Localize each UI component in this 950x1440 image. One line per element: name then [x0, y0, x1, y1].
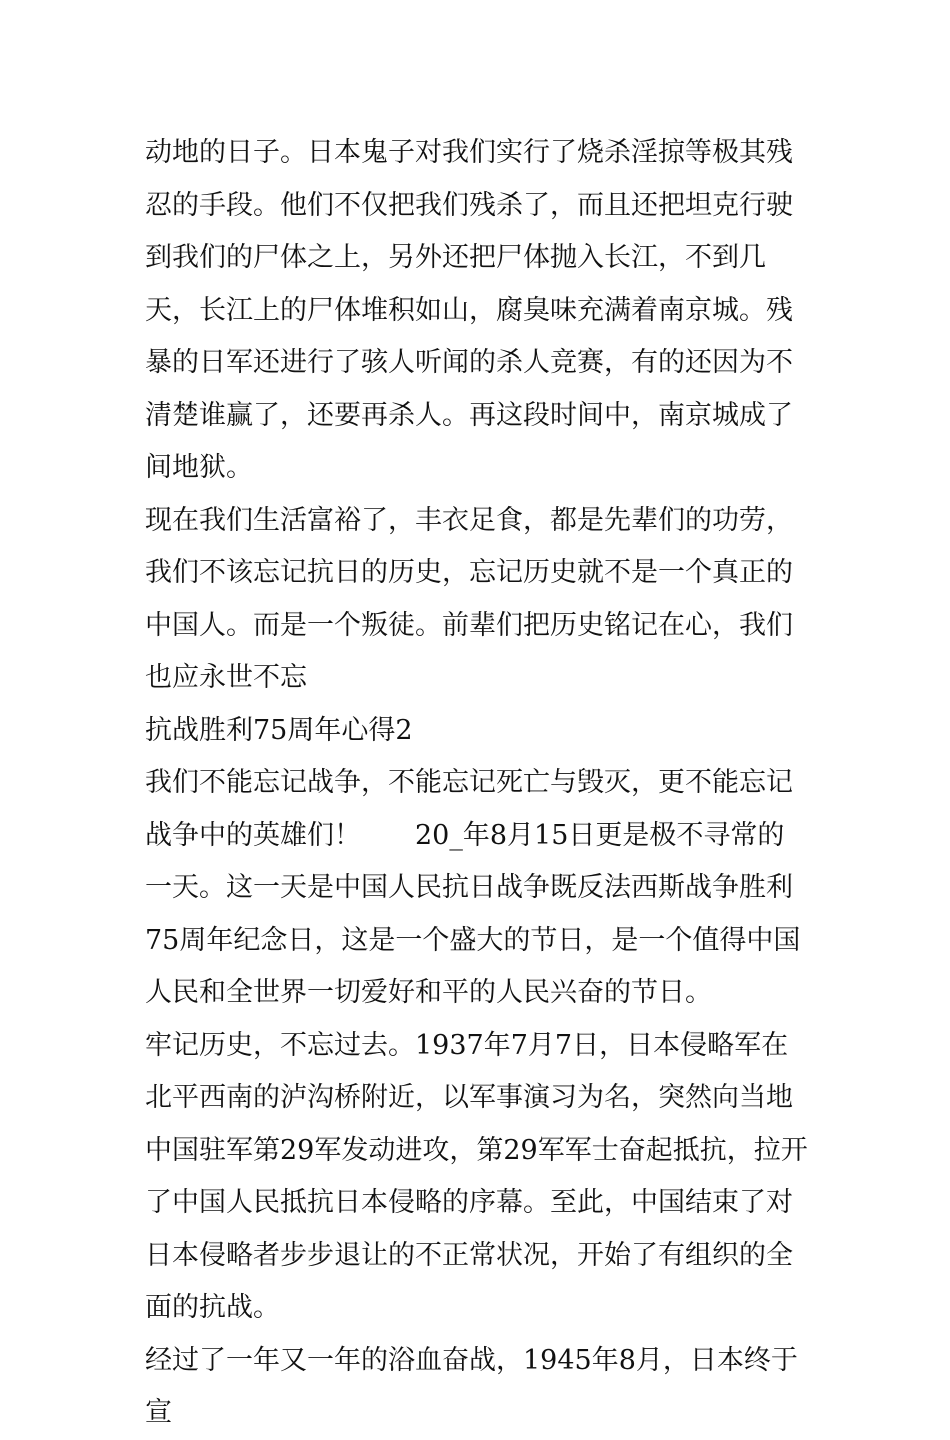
paragraph-nanjing-massacre: 动地的日子。日本鬼子对我们实行了烧杀淫掠等极其残忍的手段。他们不仅把我们残杀了，而且还把坦克行驶到我们的尸体之上，另外还把尸体抛入长江，不到几天，长江上的尸体堆积如山，腐臭味充满着南京城。残暴的日军还进行了骇人听闻的杀人竞赛，有的还因为不清楚谁赢了，还要再杀人。再这段时间中，南京城成了间地狱。	[145, 137, 793, 483]
section-heading: 抗战胜利75周年心得2	[145, 714, 413, 746]
paragraph-marco-polo-bridge: 牢记历史，不忘过去。1937年7月7日，日本侵略军在北平西南的泸沟桥附近，以军事演习为名，突然向当地中国驻军第29军发动进攻，第29军军士奋起抵抗，拉开了中国人民抵抗日本侵略的序幕。至此，中国结束了对日本侵略者步步退让的不正常状况，开始了有组织的全面的抗战。	[145, 1029, 808, 1323]
paragraph-remember-history: 现在我们生活富裕了，丰衣足食，都是先辈们的功劳，我们不该忘记抗日的历史，忘记历史就不是一个真正的中国人。而是一个叛徒。前辈们把历史铭记在心，我们也应永世不忘	[145, 504, 793, 693]
document-body	[145, 127, 810, 1440]
paragraph-surrender: 经过了一年又一年的浴血奋战，1945年8月，日本终于宣	[145, 1344, 798, 1428]
paragraph-victory-day: 我们不能忘记战争，不能忘记死亡与毁灭，更不能忘记战争中的英雄们！ 20_年8月15日更是极不寻常的一天。这一天是中国人民抗日战争既反法西斯战争胜利75周年纪念日，这是一个盛大的节日，是一个值得中国人民和全世界一切爱好和平的人民兴奋的节日。	[145, 767, 801, 1008]
